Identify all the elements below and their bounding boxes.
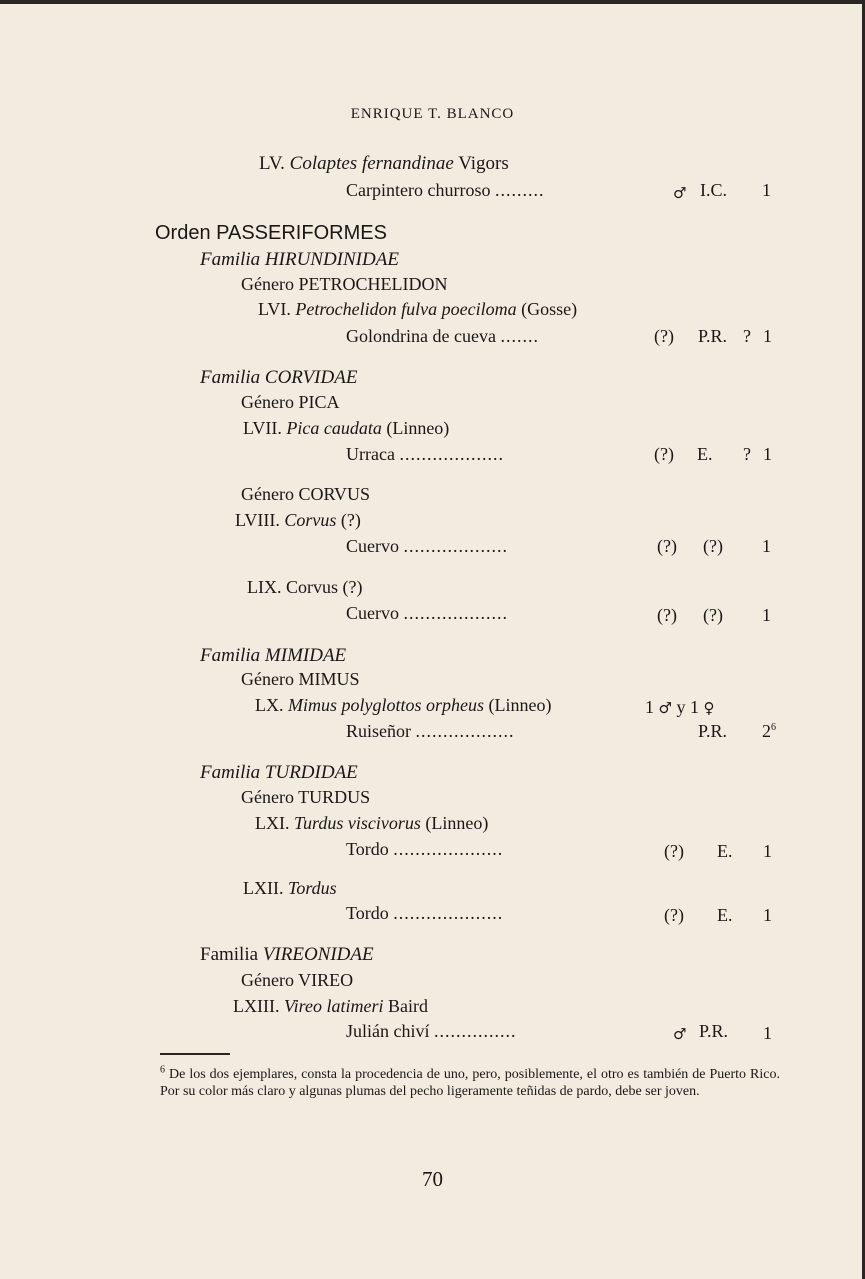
entry-lxi-common [346, 839, 503, 860]
leader-dots: .................... [393, 903, 504, 923]
species-name: Corvus [286, 577, 339, 597]
entry-number: LXIII. [233, 996, 280, 1016]
count-value: 2 [762, 721, 771, 741]
species-author: (?) [340, 510, 361, 530]
status-code: E. [717, 841, 733, 861]
entry-number: LVI. [258, 299, 291, 319]
common-name: Cuervo [346, 603, 399, 623]
entry-lxii-common [346, 903, 503, 924]
species-author: (Linneo) [488, 695, 552, 715]
common-name: Julián chiví [346, 1021, 430, 1041]
female-symbol-icon: ♀ [703, 699, 715, 717]
specimen-count: 1 [762, 605, 771, 625]
species-name: Colaptes fernandinae [289, 153, 454, 174]
entry-lix-common [346, 603, 508, 624]
entry-lxii-title [243, 878, 337, 899]
genus-heading: Género PICA [241, 392, 340, 412]
footnote-ref: 6 [771, 722, 776, 733]
entry-lxiii-title [233, 996, 428, 1017]
entry-lxi-title [255, 813, 488, 834]
common-name: Urraca [346, 444, 395, 464]
common-name: Carpintero churroso [346, 180, 491, 200]
species-author: Vigors [458, 153, 509, 174]
common-name: Tordo [346, 903, 389, 923]
entry-number: LIX. [247, 577, 282, 597]
entry-number: LVII. [243, 418, 282, 438]
leader-dots: ......... [494, 180, 545, 200]
leader-dots: .................... [393, 839, 504, 859]
genus-heading: Género CORVUS [241, 484, 371, 504]
male-symbol-icon: ♂ [658, 699, 672, 717]
uncertain-mark: ? [743, 326, 751, 346]
specimen-count: 1 [763, 1023, 772, 1043]
footnote-marker: 6 [160, 1064, 165, 1076]
uncertain-mark: (?) [654, 326, 674, 346]
species-name: Tordus [287, 878, 337, 898]
entry-number: LX. [255, 695, 284, 715]
entry-number: LVIII. [235, 510, 280, 530]
family-heading [200, 944, 374, 966]
species-name: Petrochelidon fulva poeciloma [295, 299, 517, 319]
entry-lvi-common [346, 326, 539, 347]
running-header: ENRIQUE T. BLANCO [350, 106, 515, 122]
species-name: Corvus [284, 510, 337, 530]
uncertain-mark: (?) [664, 841, 684, 861]
species-author: (Linneo) [386, 418, 450, 438]
genus-heading: Género VIREO [241, 970, 354, 990]
genus-heading: Género MIMUS [241, 669, 360, 689]
specimen-count: 1 [763, 905, 772, 925]
species-name: Vireo latimeri [283, 996, 384, 1016]
uncertain-mark: (?) [657, 605, 677, 625]
species-author: Baird [387, 996, 428, 1016]
entry-number: LXI. [255, 813, 290, 833]
uncertain-mark: (?) [703, 605, 723, 625]
family-name: VIREONIDAE [262, 944, 374, 965]
common-name: Tordo [346, 839, 389, 859]
entry-number: LV. [259, 153, 285, 174]
leader-dots: ....... [500, 326, 539, 346]
order-heading: Orden PASSERIFORMES [155, 222, 387, 244]
family-heading: Familia CORVIDAE [200, 367, 358, 388]
entry-lviii-common [346, 536, 508, 557]
female-count: 1 [689, 697, 699, 717]
male-symbol-icon: ♂ [673, 184, 687, 202]
status-code: P.R. [698, 326, 728, 346]
footnote [160, 1066, 780, 1100]
family-heading: Familia MIMIDAE [200, 645, 347, 666]
entry-lvi-title [258, 299, 577, 320]
specimen-count: 1 [763, 841, 772, 861]
family-heading: Familia TURDIDAE [200, 762, 358, 783]
common-name: Cuervo [346, 536, 399, 556]
entry-lviii-title [235, 510, 361, 531]
specimen-count [762, 721, 776, 742]
species-author: (?) [342, 577, 363, 597]
male-count: 1 [645, 697, 654, 717]
page-top-border [0, 0, 865, 4]
status-code: I.C. [700, 180, 727, 200]
family-prefix: Familia [200, 944, 259, 965]
specimen-count: 1 [762, 180, 771, 200]
genus-heading: Género TURDUS [241, 787, 371, 807]
page-number: 70 [422, 1167, 443, 1191]
uncertain-mark: (?) [657, 536, 677, 556]
species-author: (Gosse) [521, 299, 578, 319]
uncertain-mark: (?) [654, 444, 674, 464]
status-code: P.R. [698, 721, 728, 741]
species-name: Turdus viscivorus [294, 813, 421, 833]
conjunction: y [676, 697, 686, 717]
species-name: Pica caudata [286, 418, 382, 438]
specimen-count: 1 [762, 536, 771, 556]
entry-lxiii-common [346, 1021, 517, 1042]
species-name: Mimus polyglottos orpheus [288, 695, 484, 715]
status-code: E. [697, 444, 713, 464]
genus-heading: Género PETROCHELIDON [241, 274, 448, 294]
entry-lv-common [346, 180, 544, 201]
leader-dots: .................. [415, 721, 515, 741]
entry-lvii-title [243, 418, 449, 439]
sex-counts [645, 697, 714, 718]
entry-number: LXII. [243, 878, 284, 898]
leader-dots: ................... [403, 536, 508, 556]
common-name: Golondrina de cueva [346, 326, 496, 346]
footnote-rule [160, 1053, 230, 1055]
uncertain-mark: (?) [664, 905, 684, 925]
status-code: E. [717, 905, 733, 925]
male-symbol-icon: ♂ [673, 1025, 687, 1043]
leader-dots: ................... [399, 444, 504, 464]
species-author: (Linneo) [425, 813, 489, 833]
entry-lv-title [259, 153, 509, 175]
status-code: P.R. [699, 1021, 729, 1041]
uncertain-mark: ? [743, 444, 751, 464]
leader-dots: ................... [403, 603, 508, 623]
uncertain-mark: (?) [703, 536, 723, 556]
specimen-count: 1 [763, 444, 772, 464]
specimen-count: 1 [763, 326, 772, 346]
common-name: Ruiseñor [346, 721, 411, 741]
entry-lix-title [247, 577, 363, 598]
entry-lx-common [346, 721, 515, 742]
entry-lvii-common [346, 444, 504, 465]
leader-dots: ............... [434, 1021, 517, 1041]
footnote-text: De los dos ejemplares, consta la procedencia de uno, pero, posiblemente, el otro es también de Puerto Rico. Por su color más claro y algunas plumas del pecho ligeramente teñidas de pardo, debe ser joven. [160, 1067, 780, 1099]
entry-lx-title [255, 695, 551, 716]
family-heading: Familia HIRUNDINIDAE [200, 249, 399, 270]
